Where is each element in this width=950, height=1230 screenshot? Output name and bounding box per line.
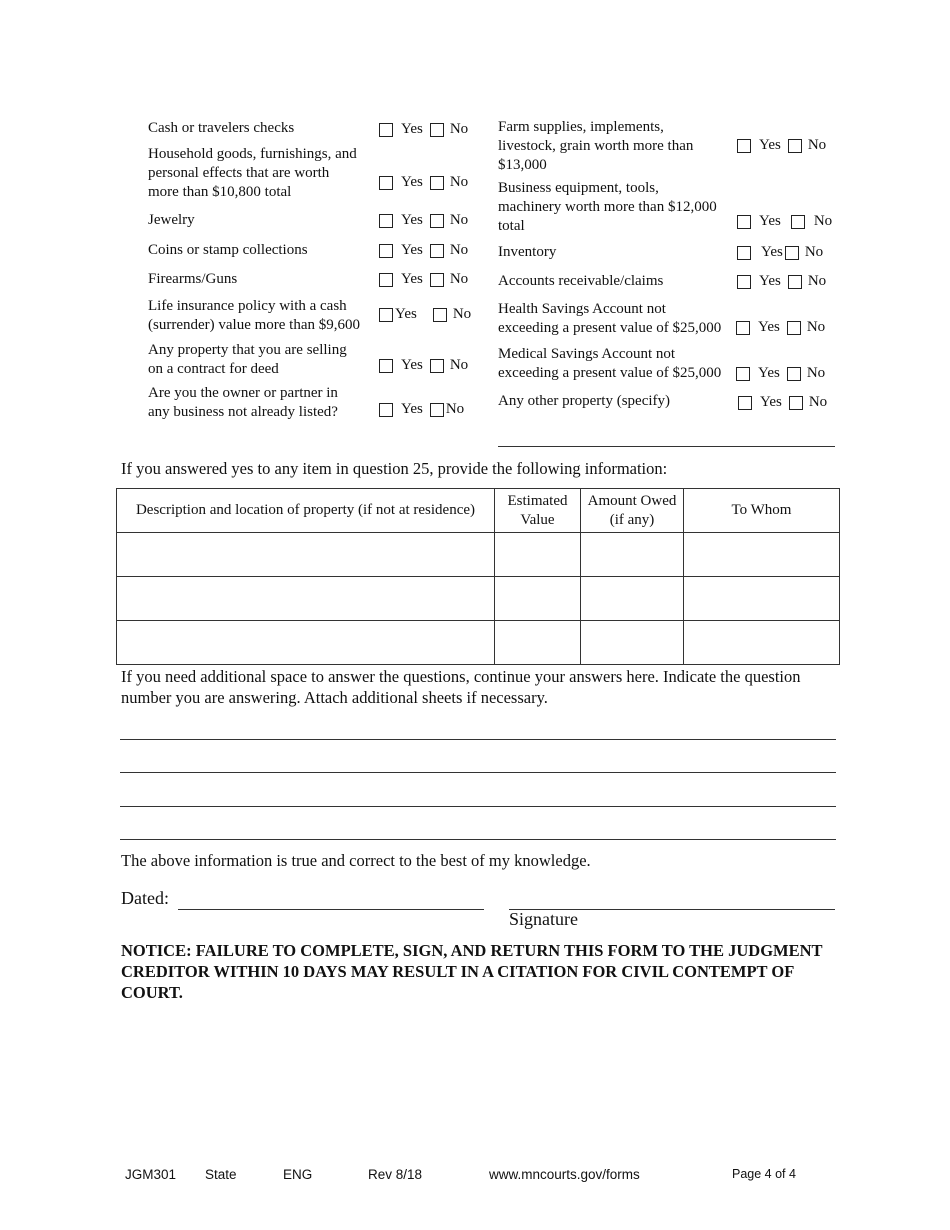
table-cell-amount-owed[interactable]: [581, 533, 684, 577]
yes-no-jewelry: Yes No: [379, 212, 468, 229]
no-checkbox[interactable]: [788, 275, 802, 289]
footer-revision: Rev 8/18: [368, 1167, 423, 1182]
item-label-medical-savings: Medical Savings Account not exceeding a present value of $25,000: [498, 346, 722, 381]
item-label-business-owner: Are you the owner or partner in any business not already listed?: [148, 385, 338, 420]
yes-checkbox[interactable]: [379, 244, 393, 258]
table-cell-description[interactable]: [117, 577, 495, 621]
table-row: [117, 533, 840, 577]
footer-language: ENG: [283, 1167, 313, 1182]
yes-checkbox[interactable]: [737, 215, 751, 229]
yes-checkbox[interactable]: [379, 359, 393, 373]
no-checkbox[interactable]: [433, 308, 447, 322]
table-cell-estimated-value[interactable]: [495, 621, 581, 665]
answer-line-1[interactable]: [120, 739, 836, 740]
item-label-household-goods: Household goods, furnishings, and personal effects that are worth more than $10,800 total: [148, 146, 357, 200]
item-label-contract-for-deed: Any property that you are selling on a contract for deed: [148, 342, 347, 377]
item-label-other-property: Any other property (specify): [498, 393, 671, 409]
other-property-specify-line[interactable]: [498, 446, 835, 447]
item-label-accounts-receivable: Accounts receivable/claims: [498, 273, 664, 289]
yes-checkbox[interactable]: [379, 308, 393, 322]
item-label-business-equipment: Business equipment, tools, machinery worth more than $12,000 total: [498, 180, 717, 234]
q25-instruction: If you answered yes to any item in question 25, provide the following information:: [121, 459, 668, 478]
footer-form-code: JGM301: [125, 1167, 177, 1182]
footer-jurisdiction: State: [205, 1167, 237, 1182]
table-header-row: [117, 489, 840, 533]
no-checkbox[interactable]: [430, 244, 444, 258]
table-cell-amount-owed[interactable]: [581, 621, 684, 665]
header-to-whom: To Whom: [684, 489, 840, 533]
answer-line-2[interactable]: [120, 772, 836, 773]
yes-checkbox[interactable]: [738, 396, 752, 410]
no-checkbox[interactable]: [430, 273, 444, 287]
yes-checkbox[interactable]: [379, 214, 393, 228]
table-cell-estimated-value[interactable]: [495, 577, 581, 621]
no-checkbox[interactable]: [787, 367, 801, 381]
table-row: [117, 621, 840, 665]
item-label-firearms: Firearms/Guns: [148, 271, 238, 287]
yes-checkbox[interactable]: [379, 403, 393, 417]
table-cell-description[interactable]: [117, 533, 495, 577]
item-label-jewelry: Jewelry: [148, 212, 195, 228]
table-cell-to-whom[interactable]: [684, 533, 840, 577]
no-checkbox[interactable]: [430, 359, 444, 373]
yes-checkbox[interactable]: [737, 139, 751, 153]
yes-no-cash: Yes No: [379, 121, 468, 138]
no-checkbox[interactable]: [789, 396, 803, 410]
answer-line-3[interactable]: [120, 806, 836, 807]
item-label-inventory: Inventory: [498, 244, 557, 260]
yes-checkbox[interactable]: [736, 321, 750, 335]
yes-no-life-insurance: Yes No: [379, 306, 471, 323]
no-checkbox[interactable]: [788, 139, 802, 153]
item-label-cash: Cash or travelers checks: [148, 120, 295, 136]
no-checkbox[interactable]: [785, 246, 799, 260]
table-row: [117, 577, 840, 621]
yes-no-medical-savings: Yes No: [736, 365, 825, 382]
table-cell-to-whom[interactable]: [684, 621, 840, 665]
no-checkbox[interactable]: [430, 214, 444, 228]
yes-checkbox[interactable]: [379, 176, 393, 190]
yes-no-business-equipment: Yes No: [737, 213, 832, 230]
no-checkbox[interactable]: [430, 176, 444, 190]
additional-space-instruction: If you need additional space to answer the questions, continue your answers here. Indicate the question number you are answering. Attach additional sheets if necessary.: [121, 667, 801, 707]
table-cell-to-whom[interactable]: [684, 577, 840, 621]
yes-no-health-savings: Yes No: [736, 319, 825, 336]
no-checkbox[interactable]: [791, 215, 805, 229]
notice-text: NOTICE: FAILURE TO COMPLETE, SIGN, AND RETURN THIS FORM TO THE JUDGMENT CREDITOR WITHIN 10 DAYS MAY RESULT IN A CITATION FOR CIVIL CONTEMPT OF COURT.: [121, 941, 823, 1002]
table-cell-description[interactable]: [117, 621, 495, 665]
yes-no-firearms: Yes No: [379, 271, 468, 288]
signature-label: Signature: [509, 909, 578, 929]
table-cell-estimated-value[interactable]: [495, 533, 581, 577]
yes-no-accounts-receivable: Yes No: [737, 273, 826, 290]
item-label-coins: Coins or stamp collections: [148, 242, 308, 258]
yes-no-business-owner: Yes No: [379, 401, 464, 418]
property-table: [116, 488, 840, 665]
answer-line-4[interactable]: [120, 839, 836, 840]
yes-no-household-goods: Yes No: [379, 174, 468, 191]
no-checkbox[interactable]: [787, 321, 801, 335]
yes-no-inventory: Yes No: [737, 244, 823, 261]
dated-line[interactable]: [178, 909, 484, 910]
no-checkbox[interactable]: [430, 123, 444, 137]
footer-website[interactable]: www.mncourts.gov/forms: [489, 1167, 640, 1182]
certification-statement: The above information is true and correct to the best of my knowledge.: [121, 851, 591, 870]
yes-checkbox[interactable]: [736, 367, 750, 381]
dated-label: Dated:: [121, 888, 169, 908]
header-amount-owed: Amount Owed (if any): [581, 489, 684, 533]
yes-checkbox[interactable]: [379, 273, 393, 287]
yes-no-other-property: Yes No: [738, 394, 827, 411]
item-label-life-insurance: Life insurance policy with a cash (surrender) value more than $9,600: [148, 298, 361, 333]
no-checkbox[interactable]: [430, 403, 444, 417]
yes-no-farm-supplies: Yes No: [737, 137, 826, 154]
yes-checkbox[interactable]: [737, 275, 751, 289]
table-cell-amount-owed[interactable]: [581, 577, 684, 621]
footer-page-number: Page 4 of 4: [732, 1167, 796, 1181]
yes-no-coins: Yes No: [379, 242, 468, 259]
item-label-health-savings: Health Savings Account not exceeding a present value of $25,000: [498, 301, 722, 336]
header-estimated-value: Estimated Value: [495, 489, 581, 533]
yes-checkbox[interactable]: [737, 246, 751, 260]
header-description: Description and location of property (if not at residence): [117, 489, 495, 533]
yes-checkbox[interactable]: [379, 123, 393, 137]
item-label-farm-supplies: Farm supplies, implements, livestock, grain worth more than $13,000: [498, 119, 694, 173]
yes-no-contract-for-deed: Yes No: [379, 357, 468, 374]
